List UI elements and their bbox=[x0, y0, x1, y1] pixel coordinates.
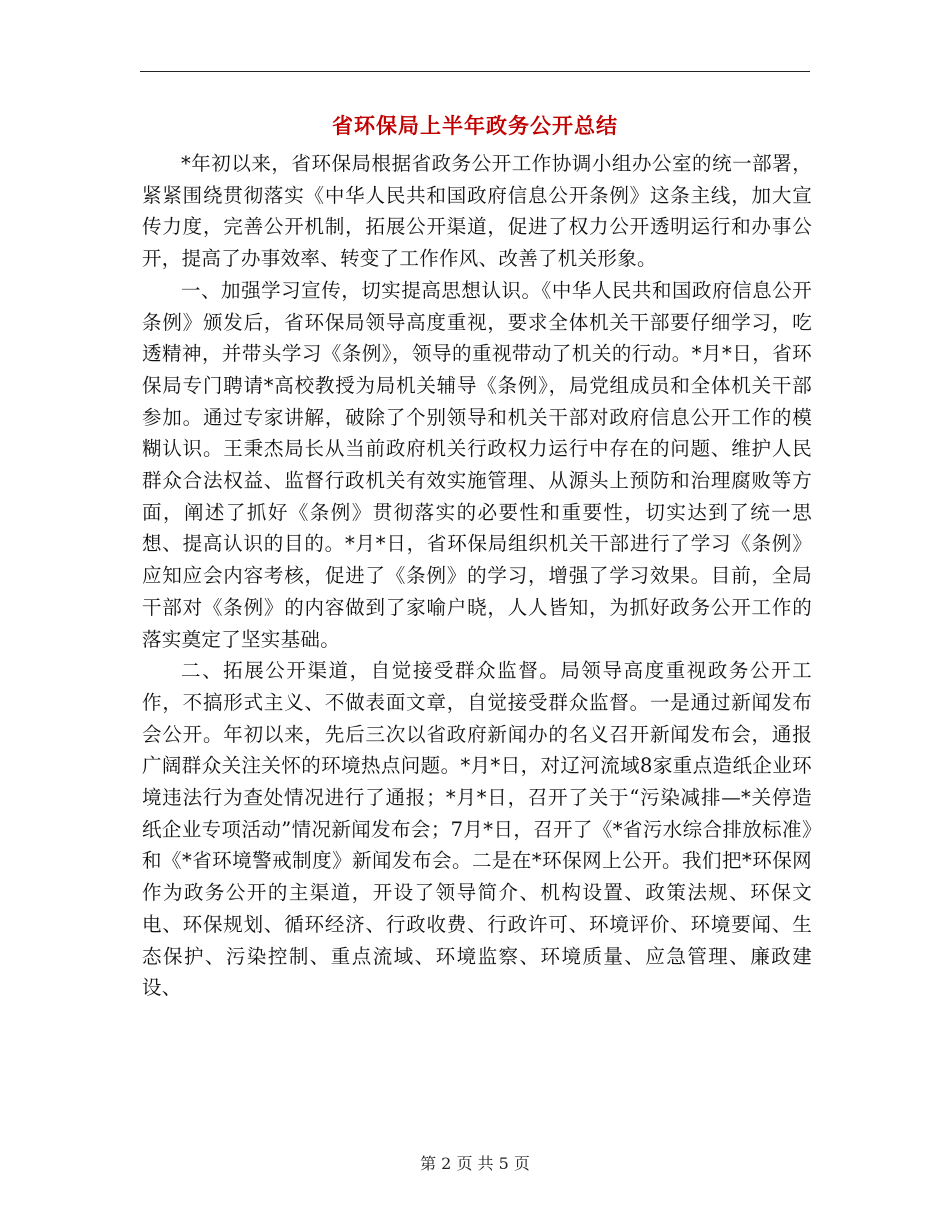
page-number: 第 2 页 共 5 页 bbox=[420, 1154, 530, 1173]
document-body bbox=[142, 148, 812, 1004]
section-two-paragraph: 二、拓展公开渠道，自觉接受群众监督。局领导高度重视政务公开工作，不搞形式主义、不做表面文章，自觉接受群众监督。一是通过新闻发布会公开。年初以来，先后三次以省政府新闻办的名义召开新闻发布会，通报广阔群众关注关怀的环境热点问题。*月*日，对辽河流域8家重点造纸企业环境违法行为查处情况进行了通报；*月*日，召开了关于“污染减排—*关停造纸企业专项活动”情况新闻发布会；7月*日，召开了《*省污水综合排放标准》和《*省环境警戒制度》新闻发布会。二是在*环保网上公开。我们把*环保网作为政务公开的主渠道，开设了领导简介、机构设置、政策法规、环保文电、环保规划、循环经济、行政收费、行政许可、环境评价、环境要闻、生态保护、污染控制、重点流域、环境监察、环境质量、应急管理、廉政建设、 bbox=[142, 659, 812, 1000]
document-title: 省环保局上半年政务公开总结 bbox=[332, 114, 618, 138]
header-rule bbox=[140, 71, 810, 72]
intro-paragraph: *年初以来，省环保局根据省政务公开工作协调小组办公室的统一部署，紧紧围绕贯彻落实《中华人民共和国政府信息公开条例》这条主线，加大宣传力度，完善公开机制，拓展公开渠道，促进了权力公开透明运行和办事公开，提高了办事效率、转变了工作作风、改善了机关形象。 bbox=[142, 152, 812, 271]
section-one-paragraph: 一、加强学习宣传，切实提高思想认识。《中华人民共和国政府信息公开条例》颁发后，省环保局领导高度重视，要求全体机关干部要仔细学习，吃透精神，并带头学习《条例》，领导的重视带动了机关的行动。*月*日，省环保局专门聘请*高校教授为局机关辅导《条例》，局党组成员和全体机关干部参加。通过专家讲解，破除了个别领导和机关干部对政府信息公开工作的模糊认识。王秉杰局长从当前政府机关行政权力运行中存在的问题、维护人民群众合法权益、监督行政机关有效实施管理、从源头上预防和治理腐败等方面，阐述了抓好《条例》贯彻落实的必要性和重要性，切实达到了统一思想、提高认识的目的。*月*日，省环保局组织机关干部进行了学习《条例》应知应会内容考核，促进了《条例》的学习，增强了学习效果。目前，全局干部对《条例》的内容做到了家喻户晓，人人皆知，为抓好政务公开工作的落实奠定了坚实基础。 bbox=[142, 278, 812, 651]
